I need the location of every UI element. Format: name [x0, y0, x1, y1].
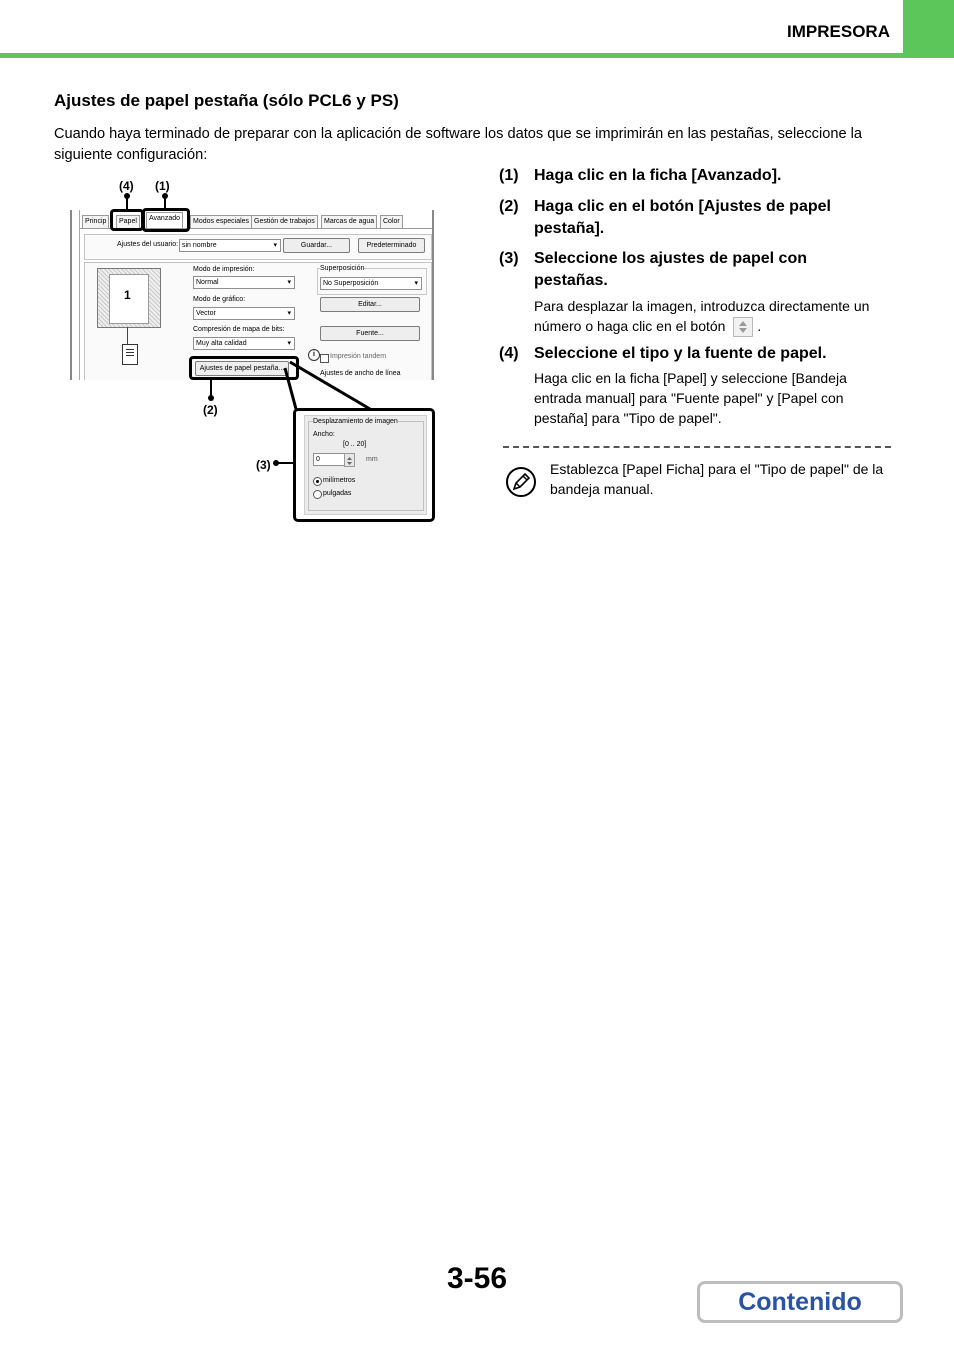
width-input[interactable]: 0 — [313, 453, 345, 466]
tab-color[interactable]: Color — [380, 215, 403, 228]
radio-millimeters-label: milímetros — [323, 477, 356, 484]
step-text: Haga clic en la ficha [Avanzado]. — [534, 167, 782, 184]
step-number: (3) — [499, 250, 519, 267]
step-2 — [499, 196, 879, 240]
tandem-label: Impresión tandem — [330, 353, 387, 360]
width-label: Ancho: — [313, 431, 335, 438]
overlay-label: Superposición — [320, 265, 365, 272]
save-button[interactable]: Guardar... — [283, 238, 350, 253]
dropdown-arrow-icon: ▾ — [273, 242, 277, 249]
user-settings-label: Ajustes del usuario: — [117, 241, 179, 248]
step-4-description: Haga clic en la ficha [Papel] y seleccione [Bandeja entrada manual] para "Fuente papel" y [Papel con pestaña] para "Tipo de papel". — [534, 370, 847, 426]
tab-advanced[interactable]: Avanzado — [146, 212, 183, 228]
graphics-mode-value: Vector — [196, 310, 216, 317]
step-3-desc-end: . — [757, 318, 762, 334]
step-number: (2) — [499, 198, 519, 215]
step-text: Seleccione el tipo y la fuente de papel. — [534, 345, 827, 362]
section-heading: Ajustes de papel pestaña (sólo PCL6 y PS) — [54, 91, 399, 110]
radio-inches[interactable] — [313, 490, 322, 499]
callout-label-2: (2) — [203, 403, 218, 417]
step-3-description — [534, 296, 884, 337]
intro-paragraph: Cuando haya terminado de preparar con la aplicación de software los datos que se imprimirán en las pestañas, seleccione la siguiente configuración: — [54, 126, 862, 163]
line-width-label: Ajustes de ancho de línea — [320, 370, 401, 377]
note-divider — [503, 446, 891, 448]
tab-special-modes[interactable]: Modos especiales — [190, 215, 252, 228]
contents-button[interactable]: Contenido — [697, 1281, 903, 1323]
info-icon: i — [308, 349, 320, 361]
callout-label-1: (1) — [155, 179, 170, 193]
tab-job-handling[interactable]: Gestión de trabajos — [251, 215, 318, 228]
dropdown-arrow-icon: ▾ — [287, 340, 291, 347]
preview-number: 1 — [124, 288, 131, 302]
dropdown-arrow-icon: ▾ — [287, 310, 291, 317]
spin-button[interactable] — [344, 453, 355, 467]
tab-paper[interactable]: Papel — [116, 215, 140, 228]
bitmap-compression-label: Compresión de mapa de bits: — [193, 326, 285, 333]
step-3 — [499, 248, 879, 292]
step-text: Haga clic en el botón [Ajustes de papel pestaña]. — [534, 198, 831, 237]
radio-millimeters[interactable] — [313, 477, 322, 486]
default-button[interactable]: Predeterminado — [358, 238, 425, 253]
step-text: Seleccione los ajustes de papel con pestañas. — [534, 250, 807, 289]
range-label: [0 .. 20] — [343, 441, 367, 448]
radio-inches-label: pulgadas — [323, 490, 352, 497]
page-number: 3-56 — [446, 1262, 508, 1295]
note-text: Establezca [Papel Ficha] para el "Tipo de papel" de la bandeja manual. — [550, 461, 884, 497]
tab-watermarks[interactable]: Marcas de agua — [321, 215, 377, 228]
spin-button-icon — [733, 317, 753, 337]
overlay-value: No Superposición — [323, 280, 379, 287]
print-mode-label: Modo de impresión: — [193, 266, 255, 273]
user-settings-value: sin nombre — [182, 242, 217, 249]
step-number: (1) — [499, 167, 519, 184]
unit-label: mm — [366, 456, 378, 463]
print-mode-value: Normal — [196, 279, 219, 286]
shift-group-label: Desplazamiento de imagen — [313, 418, 398, 425]
edit-button[interactable]: Editar... — [320, 297, 420, 312]
callout-label-3: (3) — [256, 458, 271, 472]
callout-label-4: (4) — [119, 179, 134, 193]
pencil-note-icon — [505, 466, 537, 498]
step-1 — [499, 165, 879, 187]
zoomed-dialog — [293, 408, 435, 522]
dropdown-arrow-icon: ▾ — [287, 279, 291, 286]
spin-arrows-icon — [345, 455, 354, 467]
step-3-desc-text: Para desplazar la imagen, introduzca directamente un número o haga clic en el botón — [534, 298, 870, 334]
graphics-mode-label: Modo de gráfico: — [193, 296, 246, 303]
step-4 — [499, 343, 879, 365]
section-title: IMPRESORA — [787, 22, 890, 41]
dropdown-arrow-icon: ▾ — [414, 280, 418, 287]
font-button[interactable]: Fuente... — [320, 326, 420, 341]
step-number: (4) — [499, 345, 519, 362]
bitmap-compression-value: Muy alta calidad — [196, 340, 247, 347]
tab-paper-settings-button[interactable]: Ajustes de papel pestaña... — [195, 361, 289, 376]
tab-principal[interactable]: Princip — [82, 215, 109, 228]
